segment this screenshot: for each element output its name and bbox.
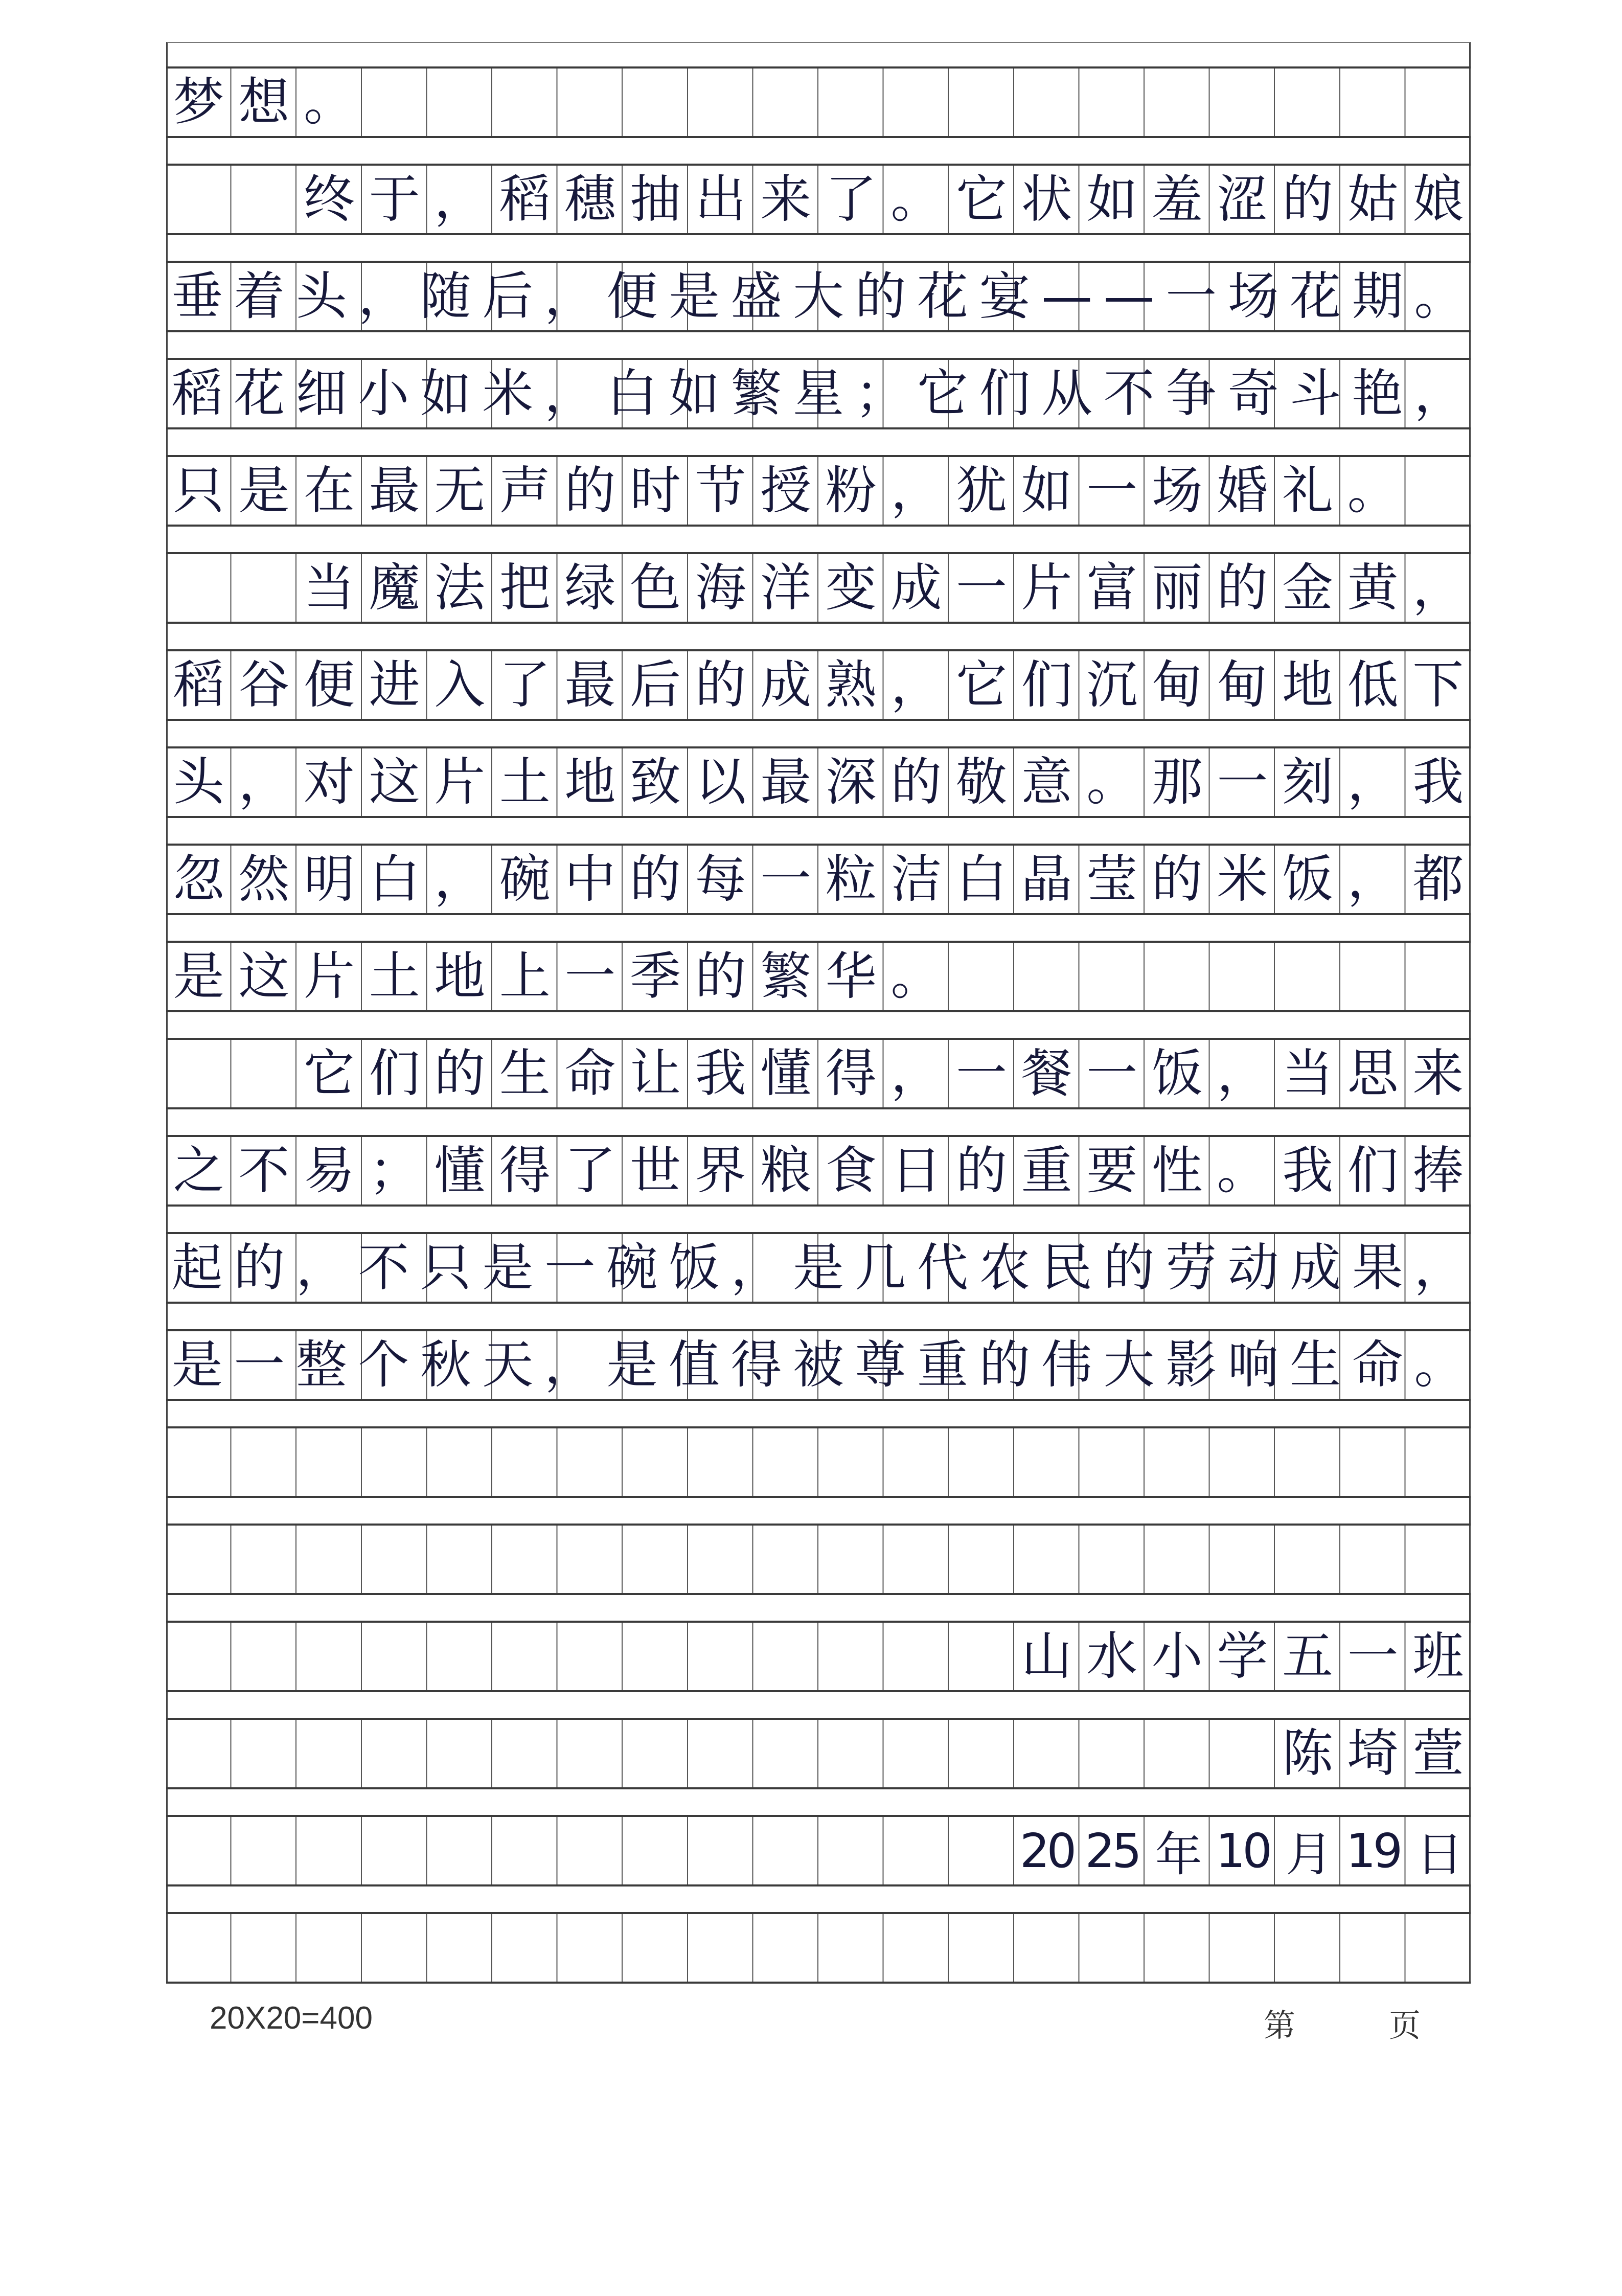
handwritten-line: 垂着头，随后，便是盛大的花宴——一场花期。 bbox=[171, 266, 1476, 326]
handwritten-line: 之不易；懂得了世界粮食日的重要性。我们捧 bbox=[173, 1141, 1478, 1200]
handwritten-line: 终于，稻穗抽出来了。它状如羞涩的姑娘 bbox=[173, 169, 1478, 229]
handwritten-line: 它们的生命让我懂得，一餐一饭，当思来 bbox=[173, 1043, 1478, 1103]
grid-row bbox=[166, 941, 1471, 1012]
grid-row bbox=[166, 649, 1478, 721]
date-cell: 月 bbox=[1285, 1827, 1330, 1882]
date-cell: 20 bbox=[1020, 1823, 1074, 1878]
page-label-prefix: 第 bbox=[1264, 2008, 1296, 2043]
handwritten-line: 梦想。 bbox=[173, 72, 369, 132]
handwritten-line: 起的，不只是一碗饭，是几代农民的劳动成果， bbox=[171, 1238, 1476, 1298]
grid-row bbox=[166, 1718, 1478, 1789]
grid-row bbox=[166, 1912, 1471, 1984]
grid-row bbox=[166, 1135, 1478, 1207]
date-cell: 日 bbox=[1416, 1827, 1460, 1882]
handwritten-line: 只是在最无声的时节授粉，犹如一场婚礼。 bbox=[173, 461, 1413, 520]
handwritten-line: 陈埼萱 bbox=[1282, 1723, 1478, 1783]
grid-size-label: 20X20=400 bbox=[210, 2001, 373, 2036]
handwritten-line: 是一整个秋天，是值得被尊重的伟大影响生命。 bbox=[171, 1335, 1476, 1395]
grid-row bbox=[166, 66, 1471, 138]
grid-row bbox=[166, 358, 1476, 429]
grid-row bbox=[166, 1815, 1471, 1886]
grid-row bbox=[166, 164, 1478, 235]
handwritten-line: 头，对这片土地致以最深的敬意。那一刻，我 bbox=[173, 752, 1478, 812]
date-cell: 19 bbox=[1346, 1823, 1400, 1878]
grid-row bbox=[166, 746, 1478, 818]
grid-row bbox=[166, 1426, 1471, 1498]
grid-row bbox=[166, 455, 1471, 527]
grid-row bbox=[166, 1524, 1471, 1595]
grid-row bbox=[166, 1329, 1476, 1401]
handwritten-line: 山水小学五一班 bbox=[1021, 1626, 1478, 1686]
grid-row bbox=[166, 1232, 1476, 1304]
handwritten-line: 忽然明白，碗中的每一粒洁白晶莹的米饭，都 bbox=[173, 849, 1478, 909]
grid-row bbox=[166, 552, 1478, 624]
grid-row bbox=[166, 844, 1478, 915]
grid-row bbox=[166, 1621, 1478, 1692]
grid-row bbox=[166, 261, 1476, 332]
handwritten-line: 是这片土地上一季的繁华。 bbox=[173, 946, 956, 1006]
handwritten-line: 当魔法把绿色海洋变成一片富丽的金黄， bbox=[173, 558, 1478, 618]
date-cell: 10 bbox=[1215, 1823, 1269, 1878]
page-label-suffix: 页 bbox=[1389, 2008, 1421, 2043]
grid-paper-frame bbox=[166, 42, 1471, 1984]
date-cell: 年 bbox=[1155, 1827, 1199, 1882]
handwritten-line: 稻谷便进入了最后的成熟，它们沉甸甸地低下 bbox=[173, 655, 1478, 715]
handwritten-line: 稻花细小如米，白如繁星；它们从不争奇斗艳， bbox=[171, 363, 1476, 423]
grid-row bbox=[166, 1038, 1478, 1109]
date-cell: 25 bbox=[1085, 1823, 1139, 1878]
